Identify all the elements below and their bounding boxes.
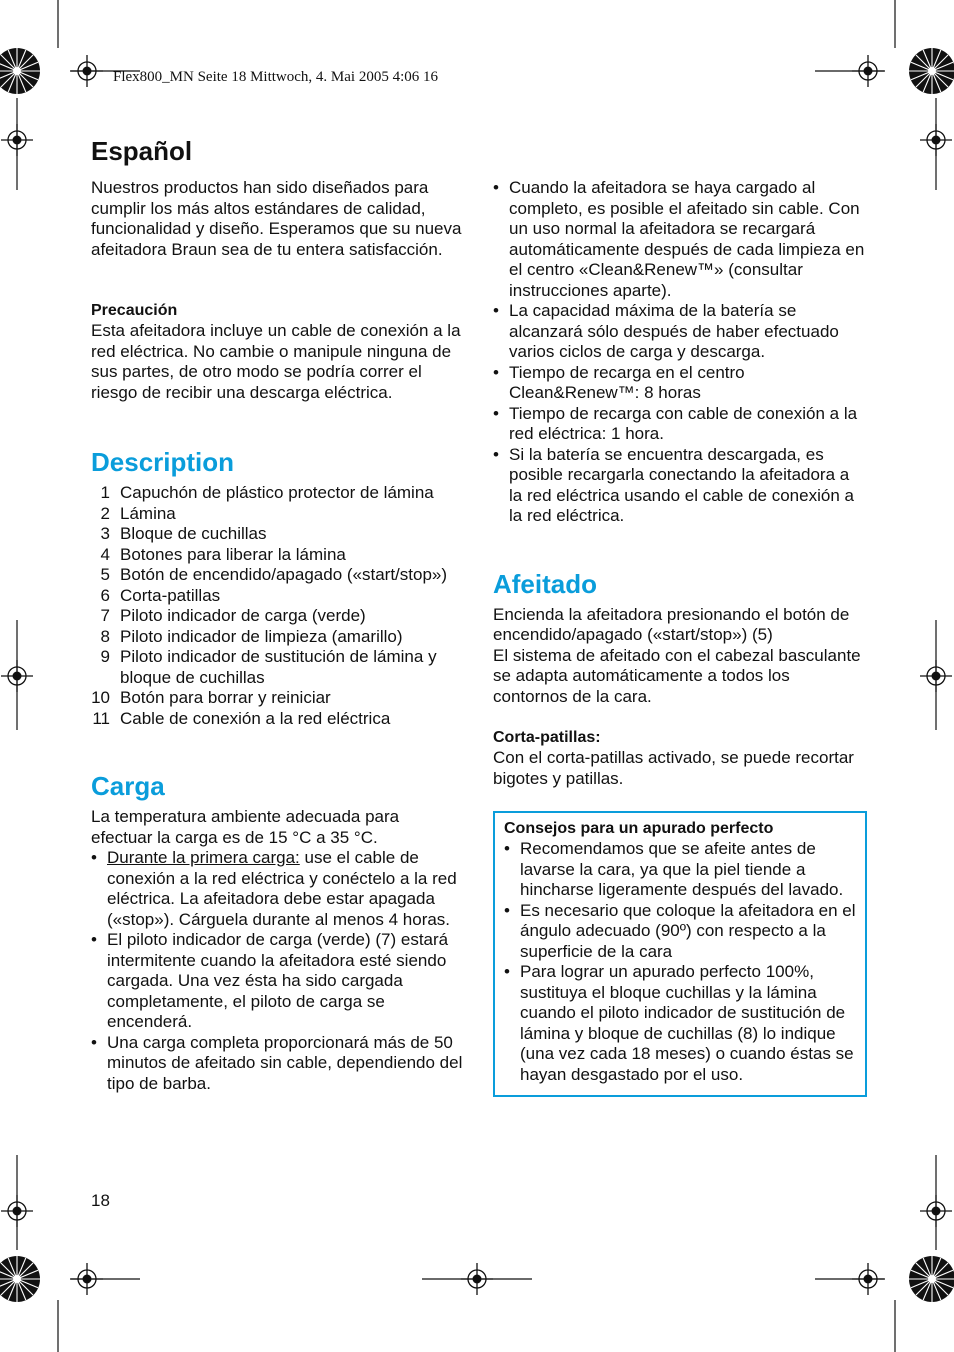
list-item: 5 Botón de encendido/apagado («start/stop») <box>100 565 448 584</box>
print-slug: Flex800_MN Seite 18 Mittwoch, 4. Mai 2005 4:06 16 <box>113 69 438 85</box>
afeitado-paragraph-2: El sistema de afeitado con el cabezal basculante se adapta automáticamente a todos los contornos de la cara. <box>493 645 861 706</box>
list-item: • Si la batería se encuentra descargada, es posible recargarla conectando la afeitadora a la red eléctrica usando el cable de conexión a la red eléctrica. <box>493 444 854 525</box>
list-item: • Tiempo de recarga en el centro Clean&Renew™: 8 horas <box>493 362 745 402</box>
starburst-mark-icon <box>0 48 40 94</box>
list-item: • Cuando la afeitadora se haya cargado al completo, es posible el afeitado sin cable. Con un uso normal la afeitadora se recargará automáticamente después de cada limpieza en el centro «Clean&Renew™» (consultar instrucciones aparte). <box>493 178 865 300</box>
carga-heading: Carga <box>91 771 165 801</box>
list-item: 3 Bloque de cuchillas <box>100 524 267 543</box>
caution-paragraph: Esta afeitadora incluye un cable de conexión a la red eléctrica. No cambie o manipule ninguna de sus partes, de otro modo se podría correr el riesgo de recibir una descarga eléctrica. <box>91 321 461 402</box>
list-item: • La capacidad máxima de la batería se alcanzará sólo después de haber efectuado varios ciclos de carga y descarga. <box>493 301 839 361</box>
starburst-mark-icon <box>909 1256 954 1302</box>
afeitado-paragraph-1: Encienda la afeitadora presionando el botón de encendido/apagado («start/stop») (5) <box>493 604 850 644</box>
list-item: 7 Piloto indicador de carga (verde) <box>100 606 366 625</box>
tips-heading: Consejos para un apurado perfecto <box>504 820 774 837</box>
starburst-mark-icon <box>909 48 954 94</box>
list-item: • Para lograr un apurado perfecto 100%, sustituya el bloque cuchillas y la lámina cuando el piloto indicador de sustitución de lámina y bloque de cuchillas (8) lo indique (una vez cada 18 meses) o cuando éstas se hayan desgastado por el uso. <box>504 962 854 1084</box>
description-heading: Description <box>91 447 235 477</box>
intro-paragraph: Nuestros productos han sido diseñados para cumplir los más altos estándares de calidad, funcionalidad y diseño. Esperamos que su nueva afeitadora Braun sea de tu entera satisfacción. <box>91 178 462 259</box>
list-item: 6 Corta-patillas <box>100 585 221 605</box>
list-item: • El piloto indicador de carga (verde) (7) estará intermitente cuando la afeitadora esté siendo cargada. Una vez ésta ha sido cargada completamente, el piloto de carga se encenderá. <box>91 930 449 1031</box>
list-item: 11 Cable de conexión a la red eléctrica <box>92 708 391 728</box>
list-item: • Tiempo de recarga con cable de conexión a la red eléctrica: 1 hora. <box>493 403 858 443</box>
list-item: • Una carga completa proporcionará más de 50 minutos de afeitado sin cable, dependiendo del tipo de barba. <box>91 1032 463 1093</box>
page-number: 18 <box>91 1191 110 1210</box>
carga-list <box>91 848 463 1094</box>
right-column <box>493 178 867 1097</box>
caution-heading: Precaución <box>91 302 178 319</box>
page-title: Español <box>91 136 193 166</box>
list-item: • Es necesario que coloque la afeitadora en el ángulo adecuado (90º) con respecto a la superficie de la cara <box>504 900 856 961</box>
list-item: 8 Piloto indicador de limpieza (amarillo) <box>100 626 403 646</box>
list-item: • Recomendamos que se afeite antes de lavarse la cara, ya que la piel tiende a hincharse ligeramente después del lavado. <box>504 839 844 899</box>
carga-intro: La temperatura ambiente adecuada para efectuar la carga es de 15 °C a 35 °C. <box>91 807 400 847</box>
left-column <box>91 134 463 1094</box>
list-item: 9 Piloto indicador de sustitución de lámina y bloque de cuchillas <box>100 647 437 687</box>
list-item: • Durante la primera carga: use el cable de conexión a la red eléctrica y conéctelo a la red eléctrica. La afeitadora debe estar apagada («stop»). Cárguela durante al menos 4 horas. <box>91 848 457 929</box>
tips-list <box>504 839 856 1085</box>
carga-continued-list <box>493 178 867 527</box>
starburst-mark-icon <box>0 1256 40 1302</box>
tips-box <box>493 811 867 1097</box>
list-item: 4 Botones para liberar la lámina <box>100 544 346 564</box>
corta-paragraph: Con el corta-patillas activado, se puede recortar bigotes y patillas. <box>493 748 854 788</box>
list-item: 2 Lámina <box>100 503 176 523</box>
description-list <box>91 483 463 729</box>
afeitado-heading: Afeitado <box>493 568 597 599</box>
list-item: 1 Capuchón de plástico protector de lámina <box>100 483 434 502</box>
corta-heading: Corta-patillas: <box>493 729 601 746</box>
list-item: 10 Botón para borrar y reiniciar <box>91 688 331 707</box>
